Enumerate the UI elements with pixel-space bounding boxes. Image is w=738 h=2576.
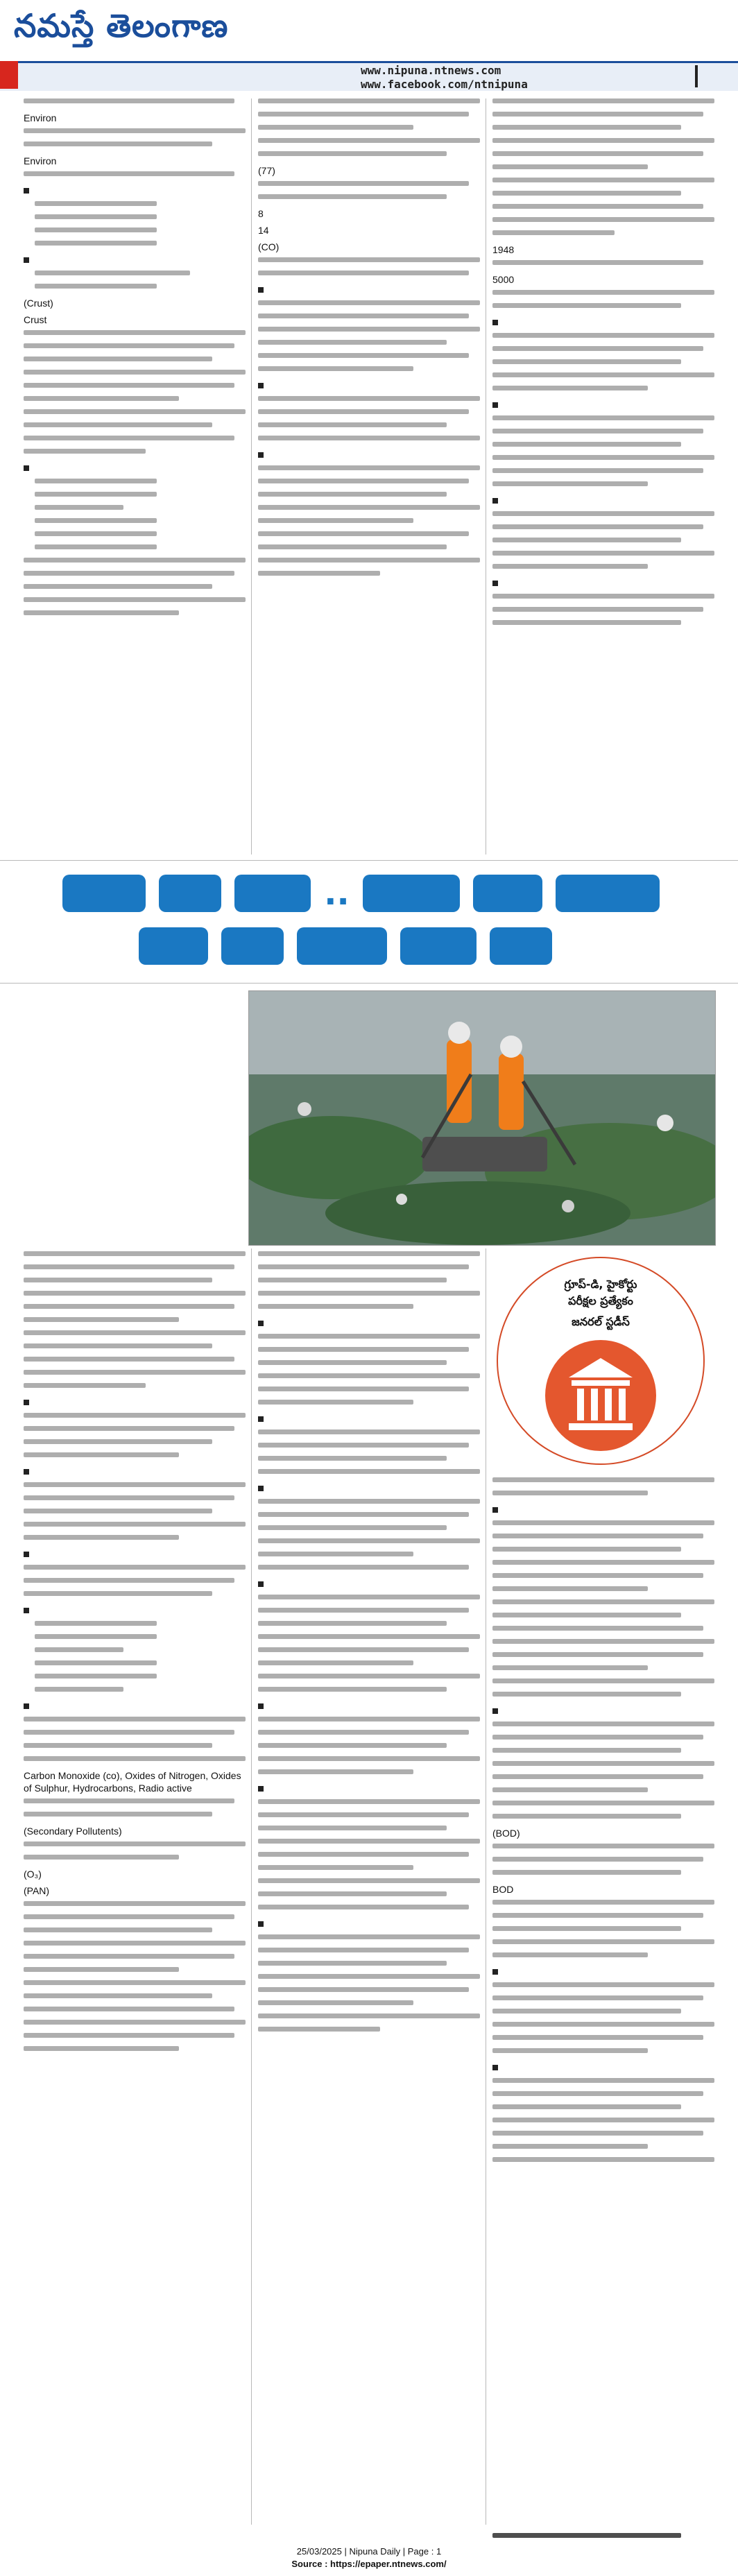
section-heading <box>258 284 480 296</box>
paragraph <box>258 98 480 156</box>
article-column-2-top <box>258 98 480 855</box>
numbered-list <box>24 201 246 246</box>
paragraph <box>492 1477 714 1495</box>
exam-special-badge <box>497 1257 705 1465</box>
masthead-divider <box>695 65 698 87</box>
paragraph <box>258 257 480 275</box>
section-heading <box>24 1548 246 1561</box>
paragraph <box>492 98 714 235</box>
masthead-links <box>361 64 528 92</box>
facebook-url-link[interactable]: www.facebook.com/ntnipuna <box>361 78 528 91</box>
section-heading <box>24 184 246 197</box>
english-term: (BOD) <box>492 1828 520 1839</box>
article-column-1-top <box>24 98 246 855</box>
column-rule <box>251 1248 252 2525</box>
english-term: BOD <box>492 1884 514 1895</box>
section-heading <box>258 379 480 392</box>
headline-line-2 <box>139 927 562 966</box>
paragraph <box>258 1429 480 1474</box>
section-heading <box>258 1783 480 1795</box>
section-heading <box>492 316 714 329</box>
article-column-3-lower <box>492 1477 714 2545</box>
badge-line-1: గ్రూప్-డి, హైకోర్టు <box>564 1278 637 1291</box>
english-term: Environ <box>24 155 57 166</box>
paragraph <box>492 1982 714 2053</box>
section-heading <box>24 1466 246 1478</box>
english-term: (77) <box>258 165 275 176</box>
paragraph <box>24 1841 246 1860</box>
paragraph <box>258 1334 480 1405</box>
newspaper-logo: నమస్తే తెలంగాణ <box>14 7 229 44</box>
section-heading <box>492 1966 714 1978</box>
paragraph <box>258 1799 480 1909</box>
english-term: 14 <box>258 225 269 236</box>
site-url-link[interactable]: www.nipuna.ntnews.com <box>361 64 501 77</box>
paragraph <box>24 128 246 146</box>
section-heading <box>24 254 246 266</box>
footer-source-link[interactable]: Source : https://epaper.ntnews.com/ <box>291 2559 447 2569</box>
paragraph <box>492 2078 714 2162</box>
section-heading <box>492 399 714 411</box>
paragraph <box>24 558 246 615</box>
paragraph <box>24 1717 246 1761</box>
section-heading <box>24 1396 246 1409</box>
headline-line-1 <box>62 875 669 913</box>
column-rule <box>251 98 252 855</box>
paragraph <box>258 1934 480 2032</box>
english-term: Crust <box>24 314 47 325</box>
section-heading <box>258 1578 480 1590</box>
paragraph <box>24 171 246 176</box>
english-term: (O₃) <box>24 1869 42 1880</box>
paragraph <box>258 181 480 199</box>
paragraph <box>492 415 714 486</box>
section-heading <box>258 1482 480 1495</box>
english-term: (CO) <box>258 241 280 252</box>
paragraph <box>492 290 714 308</box>
paragraph <box>492 1900 714 1957</box>
badge-line-3: జనరల్ స్టడీస్ <box>572 1315 630 1328</box>
courthouse-icon <box>545 1340 656 1451</box>
footer-date-line: 25/03/2025 | Nipuna Daily | Page : 1 <box>296 2546 442 2557</box>
paragraph <box>24 98 246 103</box>
paragraph <box>258 1499 480 1570</box>
section-heading <box>492 1504 714 1516</box>
english-term: Environ <box>24 112 57 123</box>
paragraph <box>492 1520 714 1697</box>
page-headline <box>62 875 673 972</box>
paragraph <box>24 1901 246 2051</box>
headline-band <box>0 860 738 984</box>
paragraph <box>492 1721 714 1819</box>
masthead <box>0 0 738 89</box>
paragraph <box>258 396 480 440</box>
paragraph <box>492 511 714 569</box>
paragraph <box>24 1482 246 1540</box>
section-heading <box>24 462 246 474</box>
english-term: 8 <box>258 208 264 219</box>
paragraph <box>24 1251 246 1388</box>
paragraph <box>492 594 714 625</box>
paragraph <box>492 1844 714 1875</box>
section-heading <box>258 1700 480 1712</box>
paragraph <box>492 333 714 390</box>
gas-list <box>24 479 246 549</box>
paragraph <box>24 1413 246 1457</box>
paragraph <box>24 1798 246 1817</box>
section-heading <box>492 1705 714 1717</box>
section-heading <box>24 1604 246 1617</box>
section-heading <box>24 1700 246 1712</box>
red-side-marker <box>0 61 18 89</box>
paragraph <box>258 465 480 576</box>
paragraph <box>492 260 714 265</box>
numbered-list <box>24 271 246 289</box>
paragraph <box>258 1717 480 1774</box>
section-heading <box>258 1317 480 1330</box>
english-term: 5000 <box>492 274 515 285</box>
section-heading <box>258 1413 480 1425</box>
paragraph <box>258 300 480 371</box>
english-term: (Secondary Pollutents) <box>24 1826 122 1837</box>
section-heading <box>258 449 480 461</box>
english-term: (PAN) <box>24 1885 50 1896</box>
article-column-2-lower <box>258 1251 480 2534</box>
numbered-list <box>24 1621 246 1692</box>
section-heading <box>258 1918 480 1930</box>
workers-cleaning-polluted-lake-photo <box>248 990 716 1246</box>
article-column-1-lower <box>24 1251 246 2534</box>
english-term: Carbon Monoxide (co), Oxides of Nitrogen, Oxides of Sulphur, Hydrocarbons, Radio active <box>24 1770 241 1794</box>
bullet-list <box>24 330 246 454</box>
article-column-3-top <box>492 98 714 855</box>
section-heading <box>492 495 714 507</box>
english-term: (Crust) <box>24 298 53 309</box>
english-term: 1948 <box>492 244 515 255</box>
byline <box>492 2525 714 2545</box>
paragraph <box>24 1565 246 1596</box>
paragraph <box>258 1251 480 1309</box>
headline-separator: .. <box>324 874 350 913</box>
badge-line-2: పరీక్షల ప్రత్యేకం <box>568 1294 633 1307</box>
paragraph <box>258 1595 480 1692</box>
section-heading <box>492 577 714 590</box>
badge-core <box>545 1340 656 1451</box>
page-footer <box>0 2545 738 2576</box>
section-heading <box>492 2061 714 2074</box>
